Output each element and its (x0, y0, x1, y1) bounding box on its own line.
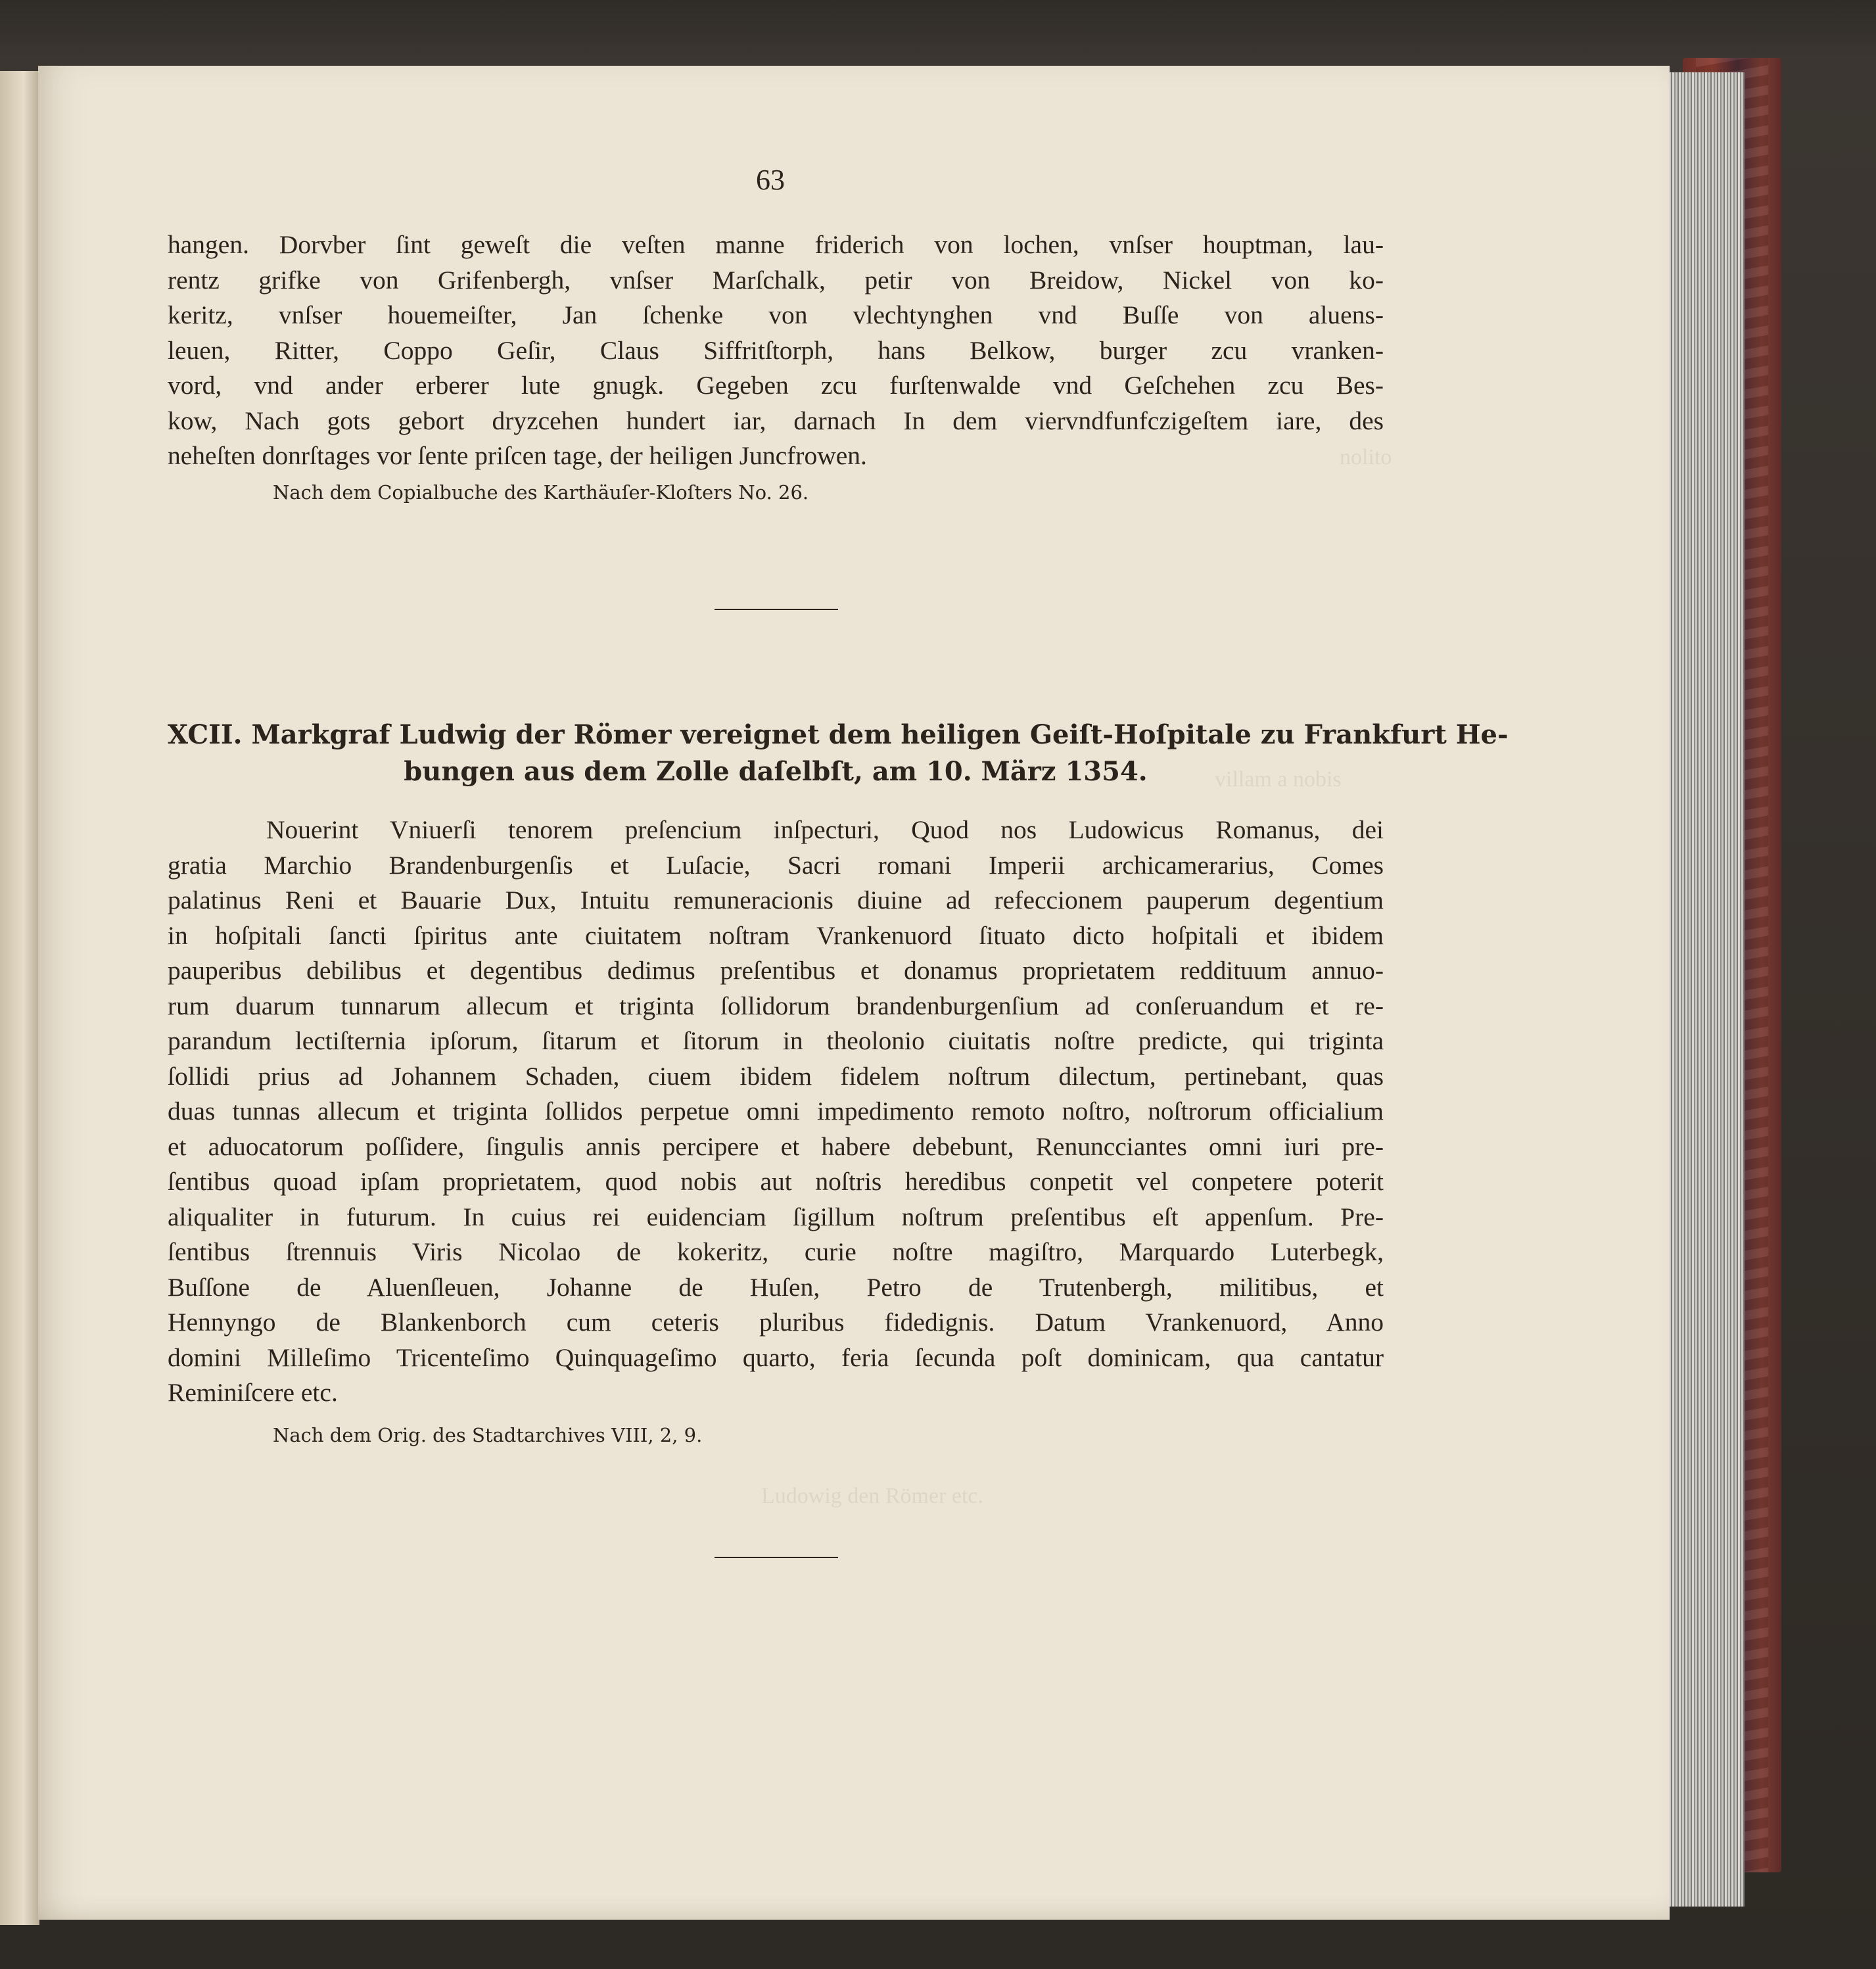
text-line: in hoſpitali ſancti ſpiritus ante ciuitatem noſtram Vrankenuord ſituato dicto hoſpitali et ibidem (168, 920, 1384, 950)
text-line: hangen. Dorvber ſint geweſt die veſten manne friderich von lochen, vnſser houptman, lau- (168, 230, 1384, 259)
heading-line: bungen aus dem Zolle daſelbſt, am 10. März 1354. (404, 756, 1148, 787)
text-line: ſentibus ſtrennuis Viris Nicolao de kokeritz, curie noſtre magiſtro, Marquardo Luterbegk, (168, 1237, 1384, 1266)
text-line: aliqualiter in futurum. In cuius rei euidenciam ſigillum noſtrum preſentibus eſt appenſum. Pre- (168, 1202, 1384, 1231)
text-line: palatinus Reni et Bauarie Dux, Intuitu remuneracionis diuine ad refeccionem pauperum degentium (168, 886, 1384, 914)
text-line: et aduocatorum poſſidere, ſingulis annis percipere et habere debebunt, Renuncciantes omni iuri pre- (168, 1131, 1384, 1161)
bleed-through: nolito (1340, 445, 1392, 469)
source-note: Nach dem Orig. des Stadtarchives VIII, 2, 9. (273, 1424, 703, 1446)
text-line: Buſſone de Aluenſleuen, Johanne de Huſen, Petro de Trutenbergh, militibus, et (168, 1272, 1384, 1302)
text-line: neheſten donrſtages vor ſente priſcen tage, der heiligen Juncfrowen. (168, 441, 867, 470)
text-line: vord, vnd ander erberer lute gnugk. Gegeben zcu furſtenwalde vnd Geſchehen zcu Bes- (168, 371, 1384, 400)
bleed-through: villam a nobis (1215, 767, 1342, 792)
text-line: pauperibus debilibus et degentibus dedimus preſentibus et donamus proprietatem reddituum annuo- (168, 956, 1384, 985)
bleed-through: Ludowig den Römer etc. (761, 1484, 984, 1508)
text-line: ſentibus quoad ipſam proprietatem, quod nobis aut noſtris heredibus conpetit vel conpetere poterit (168, 1167, 1384, 1196)
text-line: domini Milleſimo Tricenteſimo Quinquageſimo quarto, feria ſecunda poſt dominicam, qua cantatur (168, 1342, 1384, 1372)
section-divider (715, 1557, 838, 1558)
text-line: rum duarum tunnarum allecum et triginta ſollidorum brandenburgenſium ad conſeruandum et re- (168, 991, 1384, 1020)
text-line: duas tunnas allecum et triginta ſollidos perpetue omni impedimento remoto noſtro, noſtrorum officialium (168, 1097, 1384, 1126)
text-block-charter-end (168, 227, 1384, 474)
text-line: keritz, vnſser houemeiſter, Jan ſchenke von vlechtynghen vnd Buſſe von aluens- (168, 300, 1384, 329)
page-number: 63 (756, 164, 785, 196)
section-divider (715, 609, 838, 610)
text-line: ſollidi prius ad Johannem Schaden, ciuem ibidem fidelem noſtrum dilectum, pertinebant, quas (168, 1061, 1384, 1091)
text-line: Nouerint Vniuerſi tenorem preſencium inſpecturi, Quod nos Ludowicus Romanus, dei (266, 815, 1384, 844)
document-heading (168, 717, 1509, 790)
text-line: rentz grifke von Grifenbergh, vnſser Marſchalk, petir von Breidow, Nickel von ko- (168, 265, 1384, 295)
facing-page-edge (0, 71, 39, 1925)
source-note: Nach dem Copialbuche des Karthäuſer-Kloſters No. 26. (273, 481, 809, 504)
text-line: Reminiſcere etc. (168, 1378, 338, 1407)
text-line: leuen, Ritter, Coppo Geſir, Claus Siffritſtorph, hans Belkow, burger zcu vranken- (168, 335, 1384, 365)
text-block-charter (168, 813, 1384, 1411)
text-line: gratia Marchio Brandenburgenſis et Luſacie, Sacri romani Imperii archicamerarius, Comes (168, 850, 1384, 880)
text-line: kow, Nach gots gebort dryzcehen hundert iar, darnach In dem viervndfunfczigeſtem iare, des (168, 406, 1384, 435)
heading-line: XCII. Markgraf Ludwig der Römer vereignet dem heiligen Geiſt-Hoſpitale zu Frankfurt He- (168, 719, 1509, 750)
text-line: Hennyngo de Blankenborch cum ceteris pluribus fidedignis. Datum Vrankenuord, Anno (168, 1308, 1384, 1337)
text-line: parandum lectiſternia ipſorum, ſitarum et ſitorum in theolonio ciuitatis noſtre predicte, qui triginta (168, 1026, 1384, 1055)
